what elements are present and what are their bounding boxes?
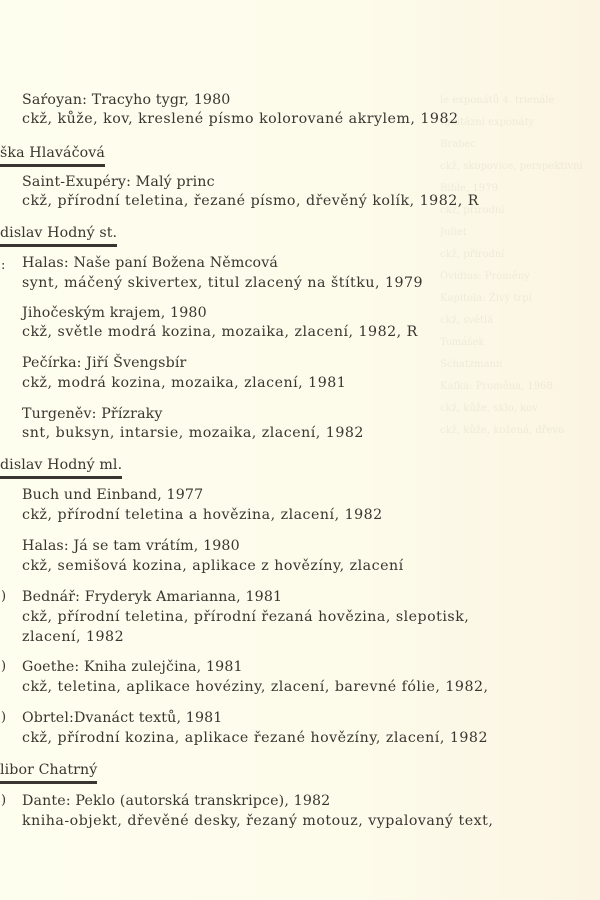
bleed-line: Tomášek [440,337,485,348]
entry-marker: ) [1,710,7,725]
section-heading: dislav Hodný ml. [0,457,122,479]
entry-title: Buch und Einband, 1977 [22,487,204,503]
entry-description: zlacení, 1982 [22,629,125,645]
entry-description: ckž, přírodní teletina, řezané písmo, dřevěný kolík, 1982, R [22,193,479,209]
bleed-line: Brabec [440,139,477,150]
entry-description: ckž, přírodní teletina a hovězina, zlacení, 1982 [22,507,383,523]
entry-description: synt, máčený skivertex, titul zlacený na štítku, 1979 [22,275,424,291]
entry-marker: ) [1,659,7,674]
bleed-line: Kafka: Proměna, 1968 [440,381,553,392]
entry-title: Halas: Já se tam vrátím, 1980 [22,538,240,554]
entry-description: ckž, semišová kozina, aplikace z hovězíny, zlacení [22,558,404,574]
entry-title: Bednář: Fryderyk Amarianna, 1981 [22,589,283,605]
entry-title: Saint-Exupéry: Malý princ [22,174,215,190]
entry-description: ckž, kůže, kov, kreslené písmo kolorované akrylem, 1982 [22,111,459,127]
entry-title: Obrtel:Dvanáct textů, 1981 [22,710,223,726]
bleed-line: le exponátů 4. trienále [440,95,555,106]
entry-description: ckž, modrá kozina, mozaika, zlacení, 1981 [22,375,347,391]
entry-description: ckž, přírodní kozina, aplikace řezané hovězíny, zlacení, 1982 [22,730,488,746]
entry-description: ckž, teletina, aplikace hovéziny, zlacení, barevné fólie, 1982, [22,679,489,695]
entry-description: ckž, přírodní teletina, přírodní řezaná hovězina, slepotisk, [22,609,470,625]
entry-description: kniha-objekt, dřevěné desky, řezaný motouz, vypalovaný text, [22,813,494,829]
bleed-line: ckž, světlá [440,315,494,326]
section-heading: ška Hlaváčová [0,145,105,167]
entry-description: snt, buksyn, intarsie, mozaika, zlacení, 1982 [22,425,364,441]
bleed-line: Kapitola: Živý trpí [440,293,532,304]
section-heading: libor Chatrný [0,762,97,784]
entry-title: Saŕoyan: Tracyho tygr, 1980 [22,92,231,108]
section-heading: dislav Hodný st. [0,225,117,247]
entry-description: ckž, světle modrá kozina, mozaika, zlacení, 1982, R [22,324,418,340]
entry-marker: : [1,258,6,273]
bleed-line: Bible, 1979 [440,183,498,194]
bleed-line: Juliet [440,227,467,238]
bleed-line: Schatzmann [440,359,503,370]
entry-title: Pečírka: Jiří Švengsbír [22,355,187,371]
entry-title: Dante: Peklo (autorská transkripce), 1982 [22,793,331,809]
entry-marker: ) [1,793,7,808]
bleed-line: ckž, přírodní [440,249,505,260]
bleed-line: ckž, kůže, sklo, kov [440,403,538,414]
bleed-line: ckž, přírodní [440,205,505,216]
entry-title: Goethe: Kniha zulejčina, 1981 [22,659,243,675]
entry-title: Turgeněv: Přízraky [22,406,163,422]
bleed-line: Ovidius: Proměny [440,271,530,282]
entry-marker: ) [1,589,7,604]
entry-title: Halas: Naše paní Božena Němcová [22,255,278,271]
entry-title: Jihočeským krajem, 1980 [22,305,207,321]
bleed-line: Ignitázní exponáty [440,117,535,128]
bleed-line: ckž, kůže, kožená, dřevo [440,425,565,436]
bleed-line: ckž, skopovice, perspektivní [440,161,583,172]
